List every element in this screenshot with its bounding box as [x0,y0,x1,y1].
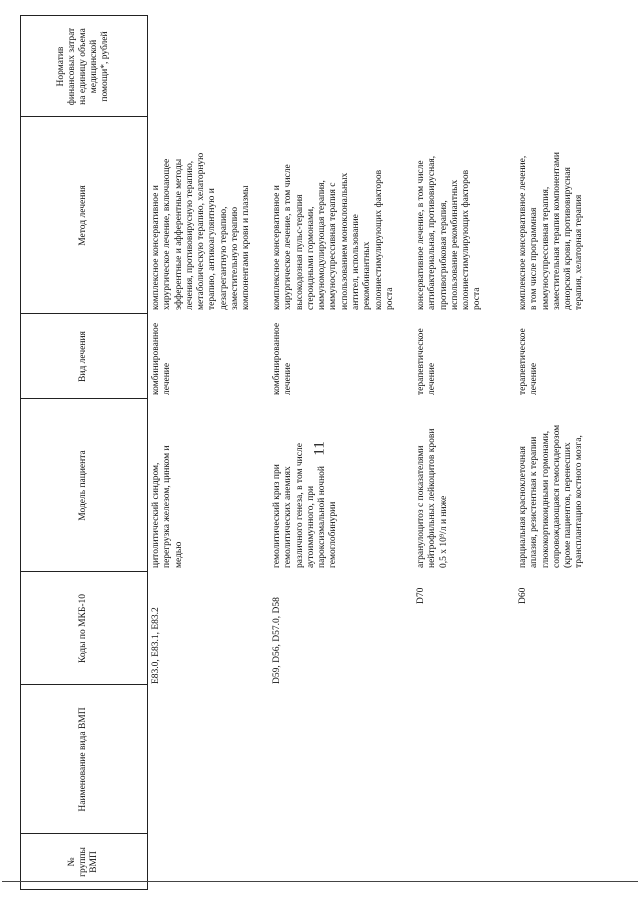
cell-treatment-type: комбинированное лечение [272,322,294,395]
cell-patient-model: агранулоцитоз с показателями нейтрофильных лейкоцитов крови 0,5 x 10⁹/л и ниже [416,428,449,568]
cell-patient-model: парциальная красноклеточная аплазия, резистентная к терапии глюкокортикоидными гормонами, сопровождающаяся гемосидерозом (кроме пациентов, перенесших трансплантацию костного мозга, [518,424,585,568]
page-number: 11 [311,441,328,456]
header-treatment-method: Метод лечения [78,185,88,246]
cell-patient-model: цитолитический синдром, перегрузка железом, цинком и медью [151,445,184,568]
cell-treatment-type: терапевтическое лечение [416,328,438,395]
header-cost-norm: Норматив финансовых затрат на единицу объема медицинской помощи*, рублей [56,27,110,106]
cell-treatment-type: комбинированное лечение [151,322,173,395]
header-treatment-type: Вид лечения [78,331,88,382]
header-vmp-name: Наименование вида ВМП [78,707,88,812]
cell-icd-codes: E83.0, E83.1, E83.2 [151,607,161,684]
cell-treatment-method: консервативное лечение, в том числе антибактериальная, противовирусная, противогрибковая терапия, использование рекомбинантных колониестимулирующих факторов роста [416,155,483,310]
header-group-number: № группы ВМП [67,847,99,877]
header-icd-codes: Коды по МКБ-10 [78,593,88,664]
cell-treatment-method: комплексное консервативное и хирургическое лечение, в том числе высокодозная пульс-терапия стероидными гормонами, иммуномодулирующая терапия, иммуносупрессивная терапия с использованием моноклональных антител, использование рекомбинантных колониестимулирующих факторов роста [272,164,395,310]
cell-patient-model: гемолитический криз при гемолитических анемиях различного генеза, в том числе аутоиммунного, при пароксизмальной ночной гемоглобинурии [272,443,339,568]
cell-icd-codes: D60 [518,587,528,604]
cell-treatment-type: терапевтическое лечение [518,328,540,395]
cell-treatment-method: комплексное консервативное лечение, в том числе программная иммуносупрессивная терапия, заместительная терапия компонентами донорской крови, противовирусная терапия, хелаторная терапия [518,151,585,310]
cell-icd-codes: D70 [416,587,426,604]
cell-treatment-method: комплексное консервативное и хирургическое лечение, включающее эфферентные и афферентные методы лечения, противовирусную терапию, метаболическую терапию, хелаторную терапию, антикоагулянтную и дезагрегантную терапию, заместительную терапию компонентами крови и плазмы [151,152,252,310]
page-bottom-rule [2,881,638,882]
header-bottom-border [147,15,148,890]
cell-icd-codes: D59, D56, D57.0, D58 [272,597,282,684]
header-patient-model: Модель пациента [78,450,88,521]
